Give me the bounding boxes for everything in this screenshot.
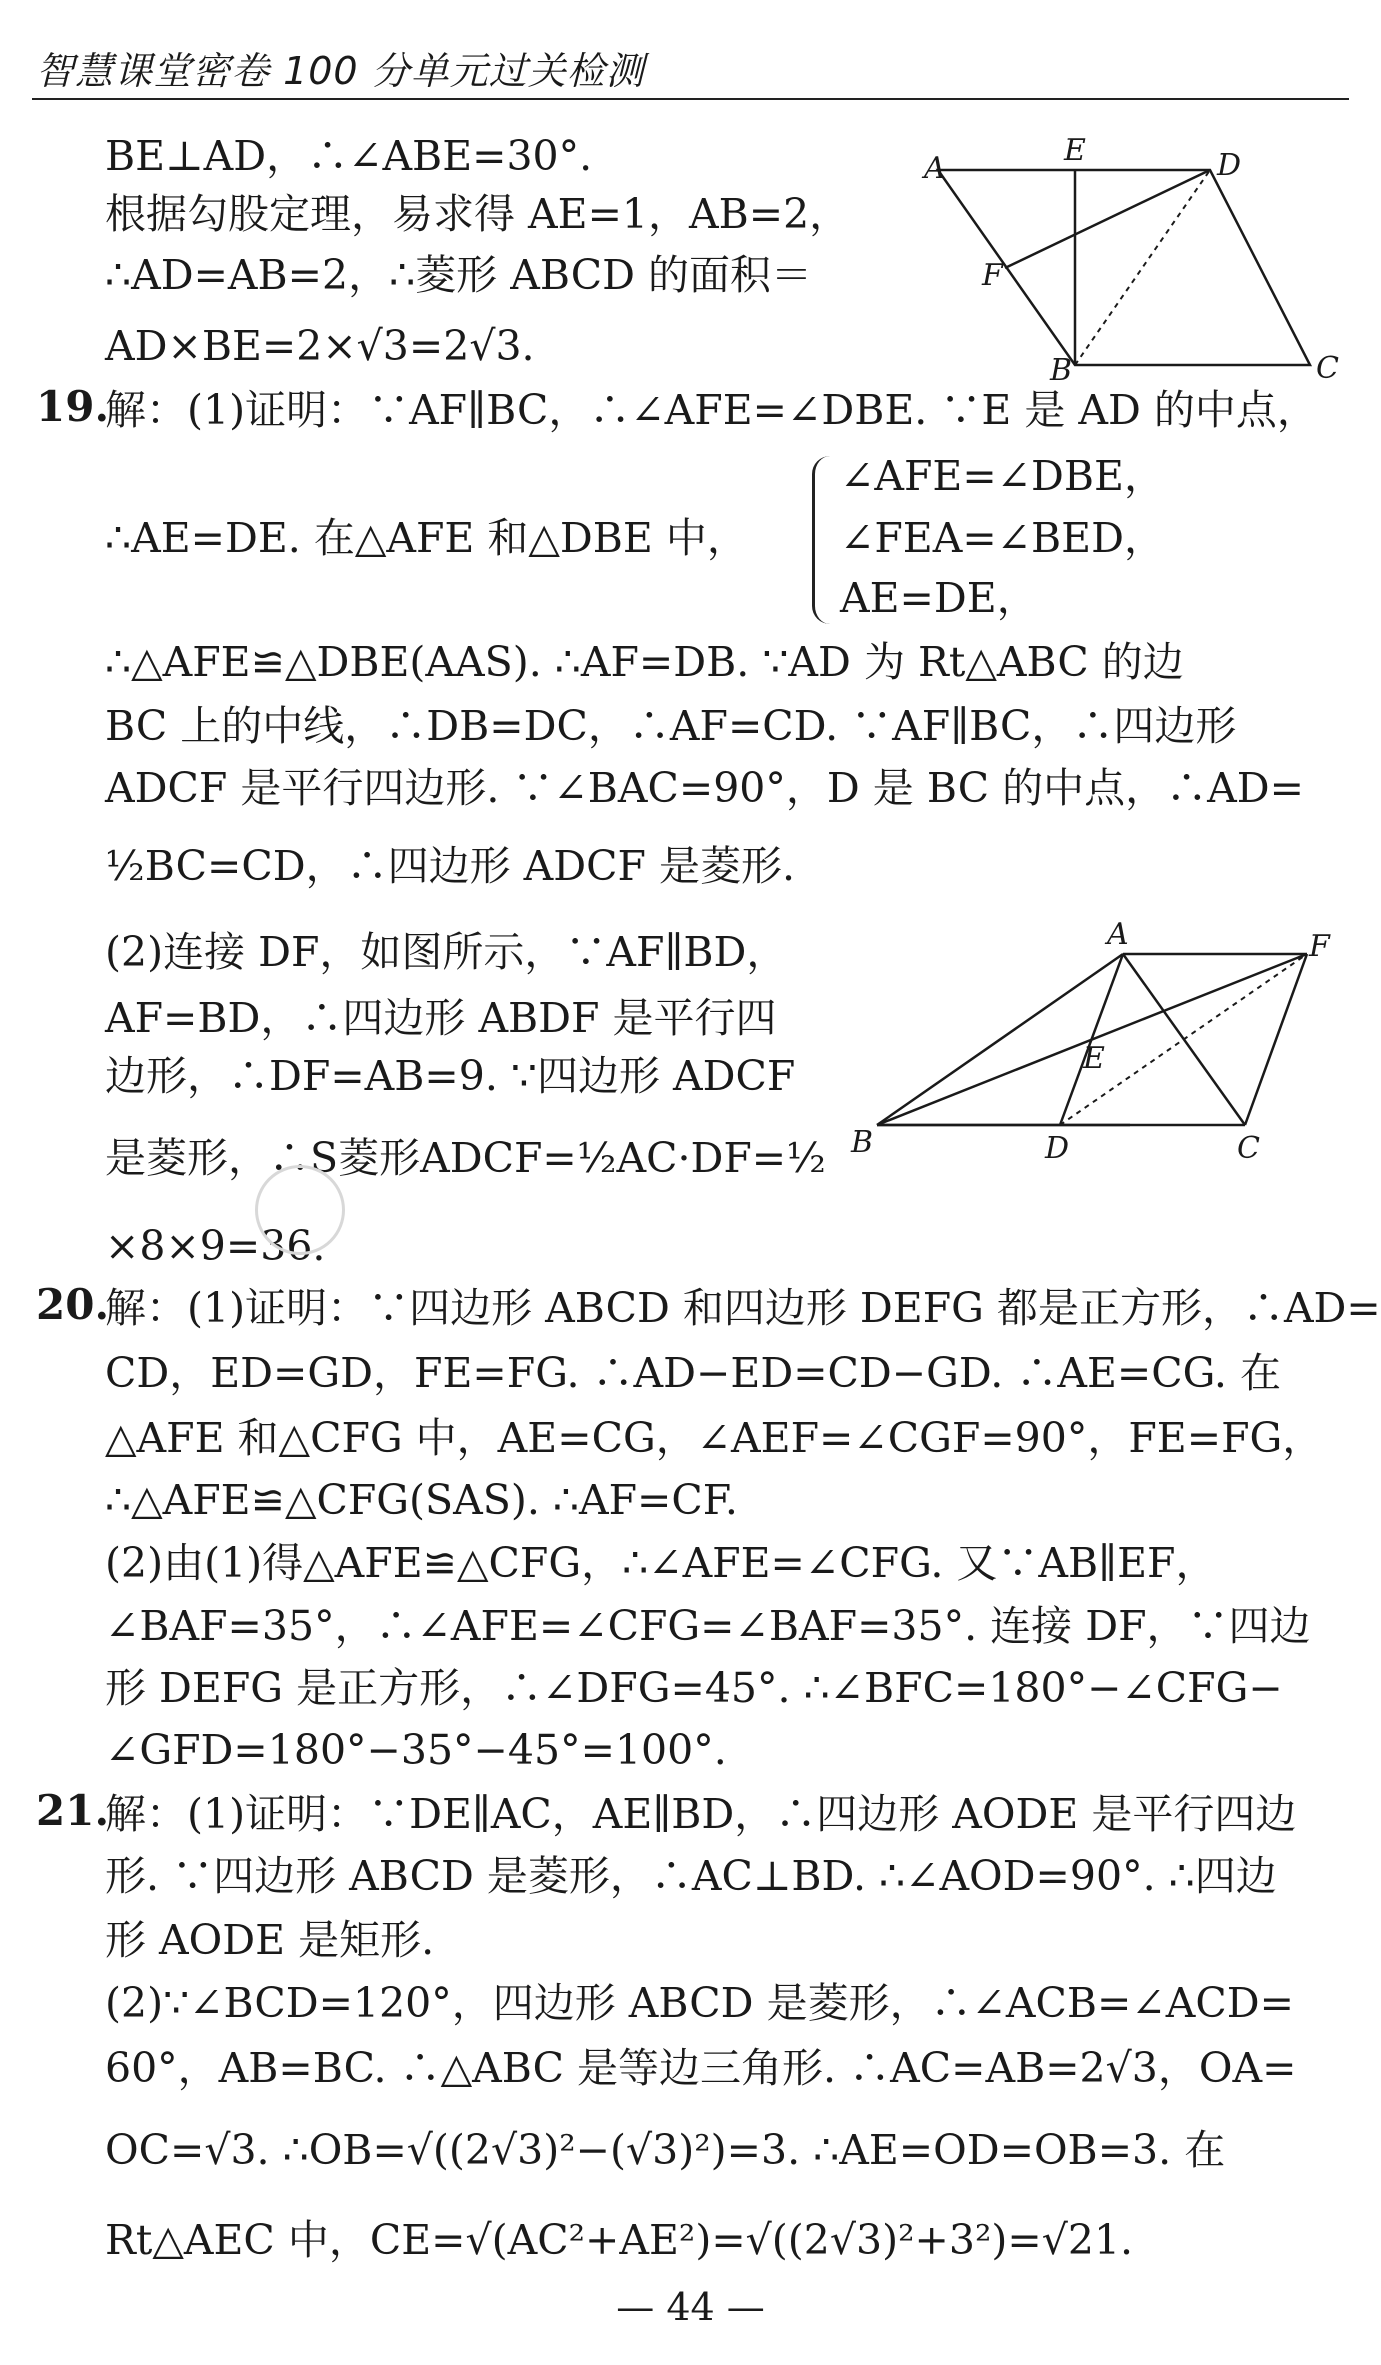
label-b: B (1050, 353, 1073, 388)
text-line: 边形，∴DF=AB=9. ∵四边形 ADCF (105, 1052, 796, 1100)
segment-bf (877, 954, 1307, 1125)
figure-rhombus-abcd (924, 130, 1350, 388)
text-line: ADCF 是平行四边形. ∵∠BAC=90°，D 是 BC 的中点，∴AD= (105, 764, 1304, 812)
text-line: OC=√3. ∴OB=√((2√3)²−(√3)²)=3. ∴AE=OD=OB=3. 在 (105, 2126, 1226, 2174)
text-line: ½BC=CD，∴四边形 ADCF 是菱形. (105, 842, 795, 890)
question-number: 20. (36, 1280, 110, 1329)
text-line: 形 AODE 是矩形. (105, 1916, 435, 1964)
text-line: 是菱形，∴S菱形ADCF=½AC·DF=½ (105, 1134, 826, 1182)
segment-fc (1245, 954, 1307, 1125)
system-brace (812, 456, 835, 624)
text-line: (2)∵∠BCD=120°，四边形 ABCD 是菱形，∴∠ACB=∠ACD= (105, 1979, 1294, 2027)
label-b: B (851, 1125, 874, 1160)
question-number: 21. (36, 1786, 110, 1835)
text-line: CD，ED=GD，FE=FG. ∴AD−ED=CD−GD. ∴AE=CG. 在 (105, 1349, 1281, 1397)
text-line: ∴AD=AB=2，∴菱形 ABCD 的面积＝ (105, 251, 812, 299)
page-number: — 44 — (616, 2285, 765, 2329)
text-line: ×8×9=36. (105, 1222, 326, 1270)
text-line: ∴△AFE≌△CFG(SAS). ∴AF=CF. (105, 1476, 738, 1524)
label-e: E (1064, 133, 1086, 168)
text-line: AF=BD，∴四边形 ABDF 是平行四 (105, 994, 777, 1042)
segment-df (1060, 954, 1307, 1125)
text-line: (2)连接 DF，如图所示，∵AF∥BD， (105, 928, 788, 976)
label-d: D (1217, 148, 1242, 183)
text-line: 解：(1)证明：∵四边形 ABCD 和四边形 DEFG 都是正方形，∴AD= (105, 1284, 1381, 1332)
text-line: ∠BAF=35°，∴∠AFE=∠CFG=∠BAF=35°. 连接 DF，∵四边 (105, 1602, 1311, 1650)
text-line: 形. ∵四边形 ABCD 是菱形，∴AC⊥BD. ∴∠AOD=90°. ∴四边 (105, 1852, 1277, 1900)
label-a: A (924, 151, 946, 186)
question-number: 19. (36, 382, 110, 431)
label-a: A (1107, 917, 1129, 952)
text-line: Rt△AEC 中，CE=√(AC²+AE²)=√((2√3)²+3²)=√21. (105, 2216, 1134, 2264)
diagonal-bd (1075, 170, 1210, 365)
segment-ba (877, 954, 1123, 1125)
label-c: C (1316, 351, 1339, 386)
text-line: BC 上的中线，∴DB=DC，∴AF=CD. ∵AF∥BC，∴四边形 (105, 702, 1237, 750)
text-line: (2)由(1)得△AFE≌△CFG，∴∠AFE=∠CFG. 又∵AB∥EF， (105, 1539, 1217, 1587)
figure-rhombus-adcf (845, 917, 1330, 1170)
label-f: F (1309, 929, 1330, 964)
header-rule (32, 98, 1349, 100)
text-line: 解：(1)证明：∵DE∥AC，AE∥BD，∴四边形 AODE 是平行四边 (105, 1790, 1297, 1838)
text-line: 根据勾股定理，易求得 AE=1，AB=2， (105, 190, 851, 238)
text-line: ∴AE=DE. 在△AFE 和△DBE 中， (105, 514, 748, 562)
text-line: AD×BE=2×√3=2√3. (105, 322, 535, 370)
text-line: 形 DEFG 是正方形，∴∠DFG=45°. ∴∠BFC=180°−∠CFG− (105, 1664, 1283, 1712)
system-line: AE=DE， (840, 574, 1038, 622)
system-line: ∠AFE=∠DBE， (840, 452, 1165, 500)
label-e: E (1083, 1041, 1105, 1076)
watermark-stamp (255, 1165, 345, 1255)
text-line: 60°，AB=BC. ∴△ABC 是等边三角形. ∴AC=AB=2√3，OA= (105, 2044, 1297, 2092)
label-d: D (1045, 1131, 1070, 1166)
label-c: C (1237, 1131, 1260, 1166)
text-line: ∠GFD=180°−35°−45°=100°. (105, 1726, 727, 1774)
label-f: F (982, 258, 1003, 293)
text-line: △AFE 和△CFG 中，AE=CG，∠AEF=∠CGF=90°，FE=FG， (105, 1414, 1324, 1462)
segment-fd (1005, 170, 1210, 268)
page-header: 智慧课堂密卷 100 分单元过关检测 (36, 49, 645, 93)
text-line: ∴△AFE≌△DBE(AAS). ∴AF=DB. ∵AD 为 Rt△ABC 的边 (105, 638, 1184, 686)
system-line: ∠FEA=∠BED， (840, 514, 1165, 562)
text-line: BE⊥AD，∴∠ABE=30°. (105, 132, 593, 180)
text-line: 解：(1)证明：∵AF∥BC，∴∠AFE=∠DBE. ∵E 是 AD 的中点， (105, 386, 1318, 434)
